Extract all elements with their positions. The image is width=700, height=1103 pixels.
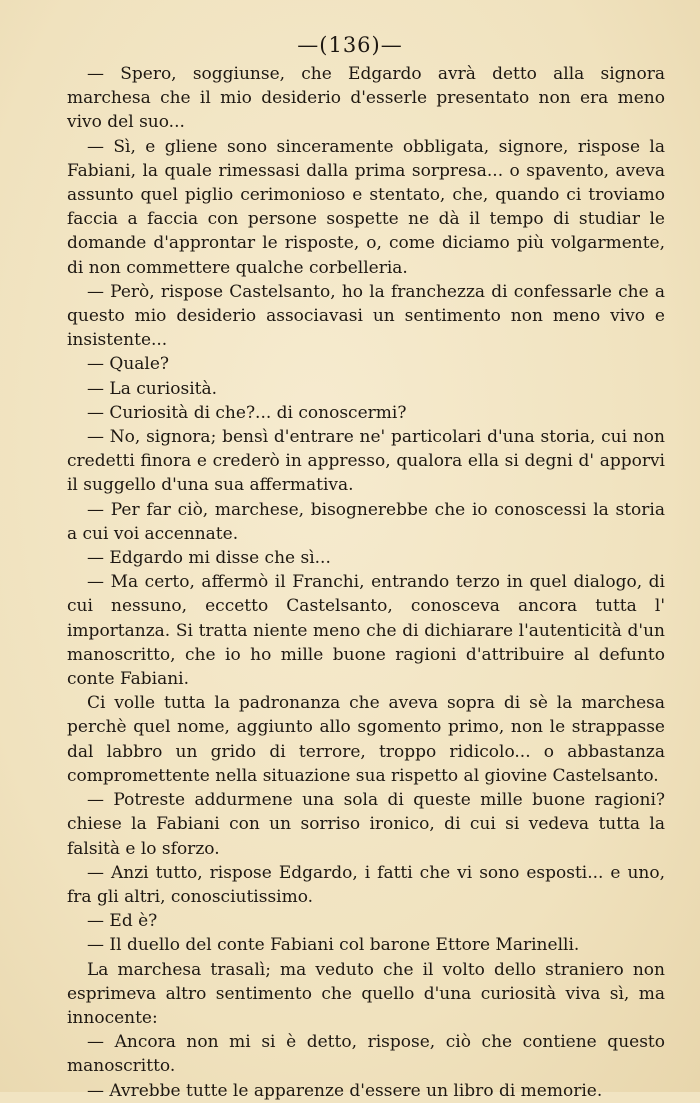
paragraph: — La curiosità. [87, 378, 218, 399]
paragraph: — Però, rispose Castelsanto, ho la franchezza di confessarle che a questo mio desiderio associavasi un sentimento non meno vivo e insistente... [67, 281, 665, 351]
paragraph: Ci volle tutta la padronanza che aveva sopra di sè la marchesa perchè quel nome, aggiunto allo sgomento primo, non le strappasse dal labbro un grido di terrore, troppo ridicolo... o abbastanza compromettente nella situazione sua rispetto al giovine Castelsanto. [67, 693, 665, 786]
paragraph: — Ancora non mi si è detto, rispose, ciò che contiene questo manoscritto. [67, 1032, 665, 1077]
paragraph: — Anzi tutto, rispose Edgardo, i fatti che vi sono esposti... e uno, fra gli altri, conosciutissimo. [67, 862, 665, 907]
paragraph: — Ed è? [87, 911, 158, 932]
paragraph: — Curiosità di che?... di conoscermi? [87, 402, 407, 423]
page-number: —(136)— [297, 33, 403, 57]
paragraph: — Sì, e gliene sono sinceramente obbligata, signore, rispose la Fabiani, la quale rimessasi dalla prima sorpresa... o spavento, aveva assunto quel piglio cerimonioso e stentato, che, quando ci troviamo faccia a faccia con persone sospette ne dà il tempo di studiar le domande d'approntar le risposte, o, come diciamo più volgarmente, di non commettere qualche corbelleria. [67, 136, 665, 278]
paragraph: — Edgardo mi disse che sì... [87, 548, 331, 569]
paragraph: — Per far ciò, marchese, bisognerebbe che io conoscessi la storia a cui voi accennate. [67, 499, 665, 544]
paragraph: — Avrebbe tutte le apparenze d'essere un libro di memorie. [87, 1080, 603, 1101]
paragraph: — Potreste addurmene una sola di queste mille buone ragioni? chiese la Fabiani con un sorriso ironico, di cui si vedeva tutta la falsità e lo sforzo. [67, 790, 665, 859]
paragraph: — Ma certo, affermò il Franchi, entrando terzo in quel dialogo, di cui nessuno, eccetto Castelsanto, conosceva ancora tutta l' importanza. Si tratta niente meno che di dichiarare l'autenticità d'un manoscritto, che io ho mille buone ragioni d'attribuire al defunto conte Fabiani. [67, 572, 665, 690]
paragraph: — Spero, soggiunse, che Edgardo avrà detto alla signora marchesa che il mio desiderio d'esserle presentato non era meno vivo del suo... [67, 64, 665, 133]
paragraph: La marchesa trasalì; ma veduto che il volto dello straniero non esprimeva altro sentimento che quello d'una curiosità viva sì, ma innocente: [67, 959, 665, 1028]
paragraph: — No, signora; bensì d'entrare ne' particolari d'una storia, cui non credetti finora e crederò in appresso, qualora ella si degni d' apporvi il suggello d'una sua affermativa. [67, 427, 665, 496]
paragraph: — Quale? [87, 354, 170, 375]
body-text [67, 62, 665, 1103]
paragraph: — Il duello del conte Fabiani col barone Ettore Marinelli. [87, 935, 580, 956]
